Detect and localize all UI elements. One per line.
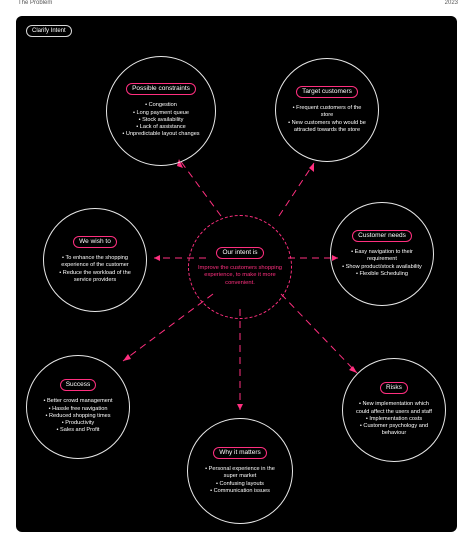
list-item: • New implementation which could affect the users and staff (353, 401, 435, 415)
success-list (33, 398, 122, 434)
risks-label: Risks (380, 382, 408, 394)
needs-node (330, 202, 434, 306)
needs-list (331, 249, 433, 278)
page-header (0, 0, 474, 12)
list-item: • Confusing layouts (198, 481, 282, 488)
connector-constraints (179, 159, 221, 216)
risks-node (342, 358, 446, 462)
list-item: • To enhance the shopping experience of the customer (54, 255, 136, 269)
list-item: • Long payment queue (122, 110, 199, 117)
intent-text: Improve the customers shopping experience, to make it more convenient. (197, 264, 283, 286)
arrow-target (309, 163, 314, 172)
list-item: • Implementation costs (353, 416, 435, 423)
diagram-panel (16, 16, 457, 532)
needs-label: Customer needs (352, 230, 412, 242)
header-year: 2023 (444, 0, 458, 6)
list-item: • Flexible Scheduling (341, 271, 423, 278)
list-item: • Personal experience in the super market (198, 466, 282, 480)
arrow-wish (154, 255, 160, 261)
header-title: The Problem (18, 0, 53, 6)
target-label: Target customers (296, 86, 358, 98)
matters-node (187, 418, 293, 524)
list-item: • Frequent customers of the store (286, 105, 368, 119)
list-item: • Show product/stock availability (341, 264, 423, 271)
risks-list (343, 401, 445, 437)
list-item: • Easy navigation to their requirement (341, 249, 423, 263)
matters-label: Why it matters (213, 447, 267, 459)
connector-target (279, 163, 314, 216)
arrow-risks (349, 366, 357, 373)
list-item: • New customers who would be attracted towards the store (286, 120, 368, 134)
wish-node (43, 208, 147, 312)
list-item: • Reduced shopping times (43, 413, 112, 420)
list-item: • Stock availability (122, 117, 199, 124)
arrow-success (123, 354, 131, 361)
list-item: • Unpredictable layout changes (122, 131, 199, 138)
constraints-list (112, 102, 209, 138)
list-item: • Communication issues (198, 488, 282, 495)
wish-list (44, 255, 146, 284)
matters-list (188, 466, 292, 495)
list-item: • Lack of assistance (122, 124, 199, 131)
connector-risks (281, 294, 357, 373)
intent-node (188, 215, 292, 319)
list-item: • Reduce the workload of the service providers (54, 270, 136, 284)
list-item: • Sales and Profit (43, 427, 112, 434)
wish-label: We wish to (73, 236, 117, 248)
list-item: • Productivity (43, 420, 112, 427)
target-node (275, 58, 379, 162)
target-list (276, 105, 378, 134)
success-node (26, 355, 130, 459)
success-label: Success (60, 379, 97, 391)
clarify-intent-chip: Clarify Intent (26, 25, 72, 37)
intent-label: Our intent is (216, 247, 263, 259)
list-item: • Congestion (122, 102, 199, 109)
connector-success (123, 294, 213, 361)
arrow-matters (237, 404, 243, 410)
list-item: • Hassle free navigation (43, 406, 112, 413)
list-item: • Customer psychology and behaviour (353, 423, 435, 437)
list-item: • Better crowd management (43, 398, 112, 405)
constraints-node (106, 56, 216, 166)
constraints-label: Possible constraints (126, 83, 196, 95)
